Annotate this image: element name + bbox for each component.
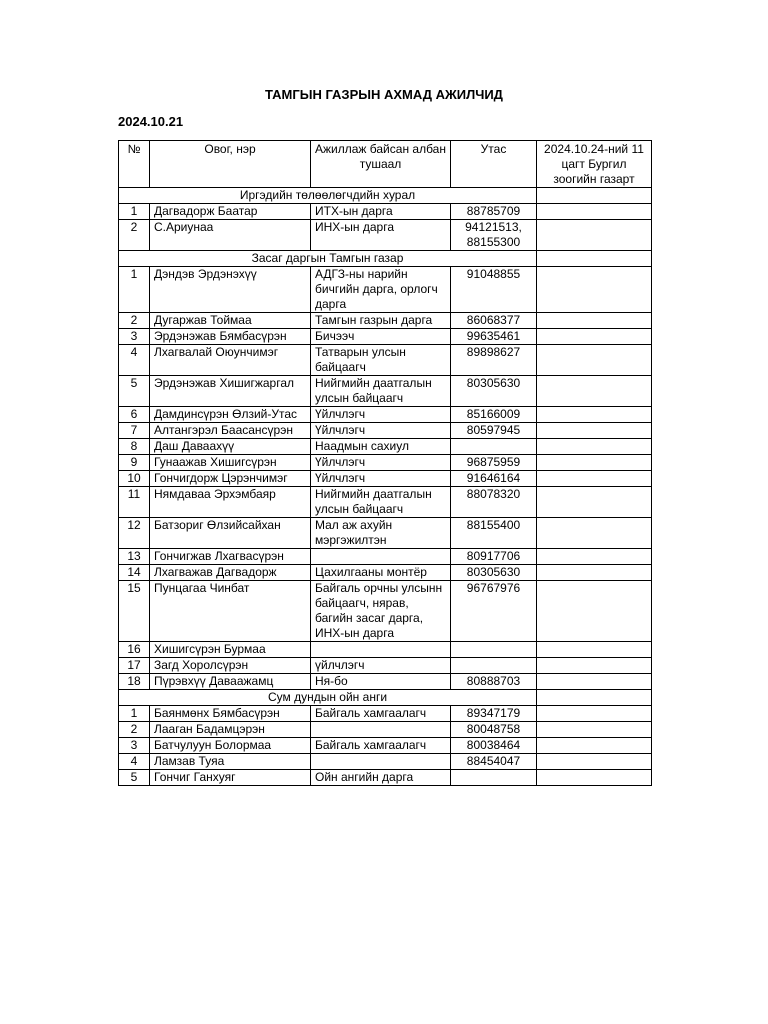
name-cell: Дамдинсүрэн Өлзий-Утас [150, 407, 311, 423]
note-cell [537, 345, 652, 376]
name-cell: Гончигдорж Цэрэнчимэг [150, 471, 311, 487]
phone-cell [451, 642, 537, 658]
phone-cell: 80597945 [451, 423, 537, 439]
table-row [119, 313, 652, 329]
note-cell [537, 251, 652, 267]
document-date: 2024.10.21 [118, 114, 184, 129]
phone-cell: 88785709 [451, 204, 537, 220]
name-cell: Дэндэв Эрдэнэхүү [150, 267, 311, 313]
phone-cell: 88454047 [451, 754, 537, 770]
num-cell: 11 [119, 487, 150, 518]
num-cell: 1 [119, 267, 150, 313]
note-cell [537, 754, 652, 770]
phone-cell: 86068377 [451, 313, 537, 329]
note-cell [537, 706, 652, 722]
table-row [119, 204, 652, 220]
name-cell: Батзориг Өлзийсайхан [150, 518, 311, 549]
name-cell: Баянмөнх Бямбасүрэн [150, 706, 311, 722]
note-cell [537, 738, 652, 754]
name-cell: Эрдэнэжав Хишигжаргал [150, 376, 311, 407]
table-row [119, 549, 652, 565]
note-cell [537, 329, 652, 345]
section-title: Сум дундын ойн анги [119, 690, 537, 706]
position-cell: Ня-бо [311, 674, 451, 690]
table-row [119, 439, 652, 455]
num-cell: 16 [119, 642, 150, 658]
note-cell [537, 487, 652, 518]
table-row [119, 518, 652, 549]
position-cell: Үйлчлэгч [311, 407, 451, 423]
name-cell: Гончиг Ганхуяг [150, 770, 311, 786]
phone-cell [451, 439, 537, 455]
num-cell: 3 [119, 329, 150, 345]
position-cell: Мал аж ахуйн мэргэжилтэн [311, 518, 451, 549]
position-cell: Нийгмийн даатгалын улсын байцаагч [311, 376, 451, 407]
position-cell: үйлчлэгч [311, 658, 451, 674]
num-cell: 14 [119, 565, 150, 581]
table-row [119, 565, 652, 581]
position-cell [311, 642, 451, 658]
table-row [119, 642, 652, 658]
phone-cell: 89347179 [451, 706, 537, 722]
num-cell: 18 [119, 674, 150, 690]
staff-table [118, 140, 652, 786]
table-header-row [119, 141, 652, 188]
phone-cell: 96767976 [451, 581, 537, 642]
table-row [119, 220, 652, 251]
table-row [119, 487, 652, 518]
num-cell: 8 [119, 439, 150, 455]
phone-cell: 80305630 [451, 376, 537, 407]
header-name: Овог, нэр [150, 141, 311, 188]
section-title: Иргэдийн төлөөлөгчдийн хурал [119, 188, 537, 204]
position-cell: Наадмын сахиул [311, 439, 451, 455]
note-cell [537, 770, 652, 786]
table-row [119, 722, 652, 738]
num-cell: 2 [119, 220, 150, 251]
header-note: 2024.10.24-ний 11 цагт Бургил зоогийн газарт [537, 141, 652, 188]
position-cell: Бичээч [311, 329, 451, 345]
table-body [119, 188, 652, 786]
section-row [119, 251, 652, 267]
table-row [119, 455, 652, 471]
table-row [119, 345, 652, 376]
table-row [119, 706, 652, 722]
note-cell [537, 423, 652, 439]
table-row [119, 407, 652, 423]
note-cell [537, 471, 652, 487]
num-cell: 3 [119, 738, 150, 754]
position-cell: Нийгмийн даатгалын улсын байцаагч [311, 487, 451, 518]
table-row [119, 674, 652, 690]
note-cell [537, 642, 652, 658]
position-cell: Үйлчлэгч [311, 471, 451, 487]
phone-cell [451, 658, 537, 674]
position-cell [311, 754, 451, 770]
note-cell [537, 549, 652, 565]
position-cell [311, 549, 451, 565]
section-title: Засаг даргын Тамгын газар [119, 251, 537, 267]
name-cell: Лааган Бадамцэрэн [150, 722, 311, 738]
num-cell: 17 [119, 658, 150, 674]
note-cell [537, 581, 652, 642]
phone-cell: 89898627 [451, 345, 537, 376]
num-cell: 12 [119, 518, 150, 549]
section-row [119, 690, 652, 706]
note-cell [537, 722, 652, 738]
table-row [119, 376, 652, 407]
table-row [119, 329, 652, 345]
section-row [119, 188, 652, 204]
phone-cell: 80917706 [451, 549, 537, 565]
phone-cell: 80038464 [451, 738, 537, 754]
position-cell: Байгаль хамгаалагч [311, 738, 451, 754]
note-cell [537, 220, 652, 251]
table-row [119, 770, 652, 786]
position-cell: Ойн ангийн дарга [311, 770, 451, 786]
note-cell [537, 188, 652, 204]
name-cell: Ламзав Туяа [150, 754, 311, 770]
num-cell: 5 [119, 770, 150, 786]
num-cell: 10 [119, 471, 150, 487]
note-cell [537, 565, 652, 581]
name-cell: Лхагважав Дагвадорж [150, 565, 311, 581]
num-cell: 9 [119, 455, 150, 471]
name-cell: Дугаржав Тоймаа [150, 313, 311, 329]
phone-cell: 91048855 [451, 267, 537, 313]
num-cell: 15 [119, 581, 150, 642]
name-cell: Гончигжав Лхагвасүрэн [150, 549, 311, 565]
note-cell [537, 439, 652, 455]
name-cell: Нямдаваа Эрхэмбаяр [150, 487, 311, 518]
position-cell [311, 722, 451, 738]
note-cell [537, 267, 652, 313]
num-cell: 7 [119, 423, 150, 439]
note-cell [537, 658, 652, 674]
name-cell: Хишигсүрэн Бурмаа [150, 642, 311, 658]
name-cell: Гунаажав Хишигсүрэн [150, 455, 311, 471]
position-cell: Үйлчлэгч [311, 455, 451, 471]
name-cell: Загд Хоролсүрэн [150, 658, 311, 674]
position-cell: Байгаль хамгаалагч [311, 706, 451, 722]
num-cell: 5 [119, 376, 150, 407]
table-row [119, 581, 652, 642]
position-cell: ИТХ-ын дарга [311, 204, 451, 220]
phone-cell: 96875959 [451, 455, 537, 471]
table-row [119, 658, 652, 674]
position-cell: ИНХ-ын дарга [311, 220, 451, 251]
name-cell: Пүрэвхүү Даваажамц [150, 674, 311, 690]
position-cell: Үйлчлэгч [311, 423, 451, 439]
position-cell: Байгаль орчны улсынн байцаагч, нярав, багийн засаг дарга, ИНХ-ын дарга [311, 581, 451, 642]
name-cell: Батчулуун Болормаа [150, 738, 311, 754]
table-row [119, 738, 652, 754]
name-cell: Алтангэрэл Баасансүрэн [150, 423, 311, 439]
name-cell: С.Ариунаа [150, 220, 311, 251]
table-row [119, 423, 652, 439]
phone-cell: 88078320 [451, 487, 537, 518]
page-title: ТАМГЫН ГАЗРЫН АХМАД АЖИЛЧИД [265, 87, 503, 102]
table-row [119, 754, 652, 770]
name-cell: Лхагвалай Оюунчимэг [150, 345, 311, 376]
phone-cell: 80888703 [451, 674, 537, 690]
position-cell: Тамгын газрын дарга [311, 313, 451, 329]
phone-cell: 85166009 [451, 407, 537, 423]
note-cell [537, 407, 652, 423]
num-cell: 2 [119, 313, 150, 329]
name-cell: Пунцагаа Чинбат [150, 581, 311, 642]
header-num: № [119, 141, 150, 188]
note-cell [537, 313, 652, 329]
table-row [119, 471, 652, 487]
name-cell: Эрдэнэжав Бямбасүрэн [150, 329, 311, 345]
phone-cell: 91646164 [451, 471, 537, 487]
position-cell: Татварын улсын байцаагч [311, 345, 451, 376]
note-cell [537, 518, 652, 549]
table-row [119, 267, 652, 313]
num-cell: 1 [119, 204, 150, 220]
note-cell [537, 204, 652, 220]
num-cell: 13 [119, 549, 150, 565]
position-cell: АДГЗ-ны нарийн бичгийн дарга, орлогч дарга [311, 267, 451, 313]
note-cell [537, 690, 652, 706]
phone-cell [451, 770, 537, 786]
num-cell: 1 [119, 706, 150, 722]
position-cell: Цахилгааны монтёр [311, 565, 451, 581]
phone-cell: 80305630 [451, 565, 537, 581]
note-cell [537, 674, 652, 690]
phone-cell: 80048758 [451, 722, 537, 738]
phone-cell: 88155400 [451, 518, 537, 549]
note-cell [537, 376, 652, 407]
name-cell: Даш Даваахүү [150, 439, 311, 455]
note-cell [537, 455, 652, 471]
phone-cell: 99635461 [451, 329, 537, 345]
phone-cell: 94121513, 88155300 [451, 220, 537, 251]
num-cell: 4 [119, 345, 150, 376]
header-phone: Утас [451, 141, 537, 188]
num-cell: 6 [119, 407, 150, 423]
num-cell: 2 [119, 722, 150, 738]
num-cell: 4 [119, 754, 150, 770]
header-position: Ажиллаж байсан албан тушаал [311, 141, 451, 188]
name-cell: Дагвадорж Баатар [150, 204, 311, 220]
